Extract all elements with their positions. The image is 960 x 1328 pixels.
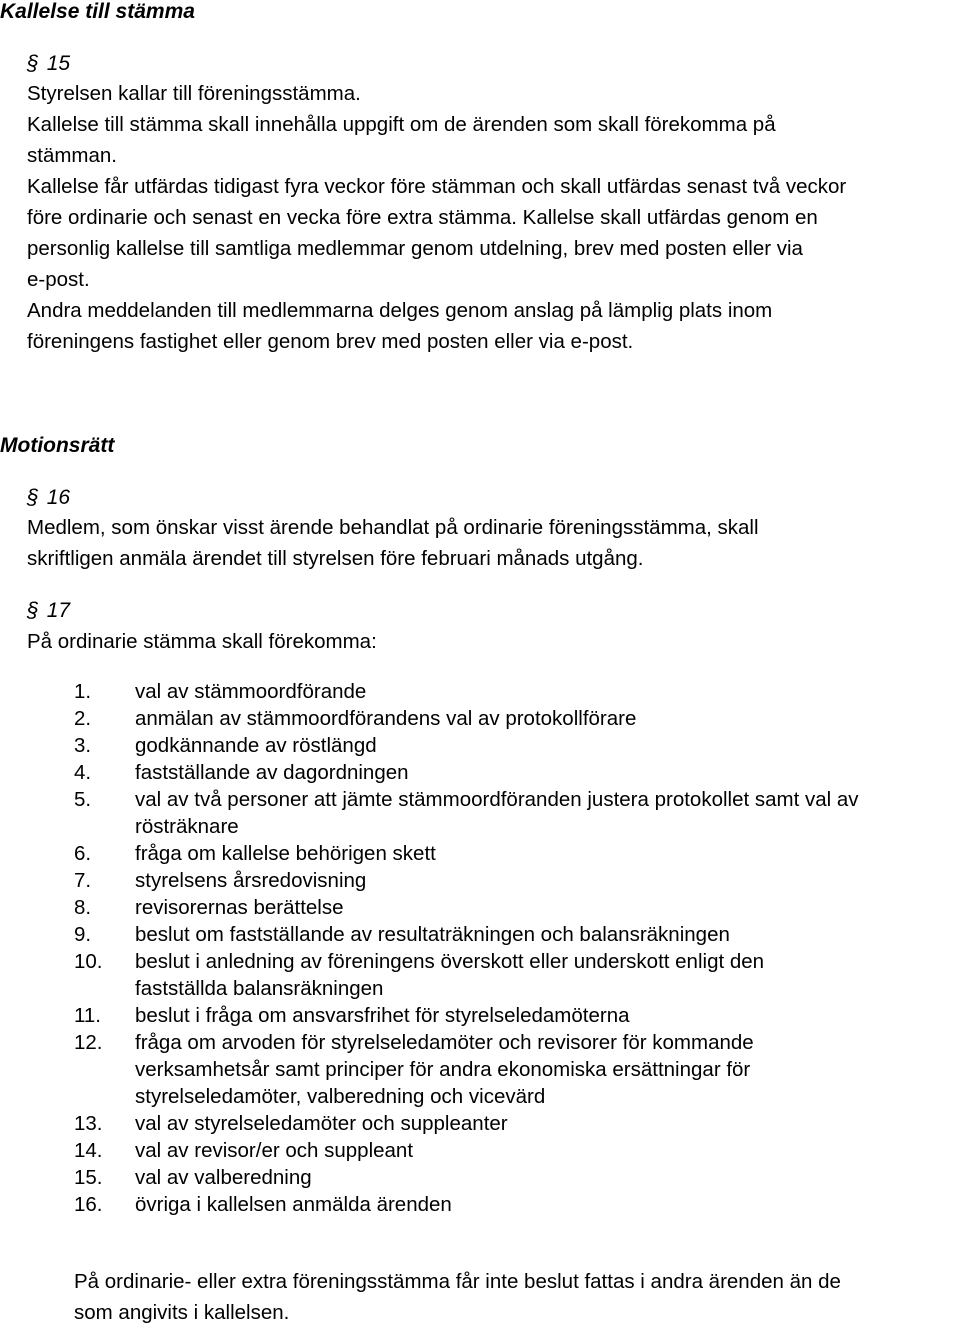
text-line: stämman.: [27, 144, 117, 167]
agenda-item-number: 12.: [74, 1031, 103, 1054]
paragraph-number: 16: [46, 486, 71, 509]
text-line: föreningens fastighet eller genom brev med posten eller via e-post.: [27, 330, 634, 353]
paragraph-marker-16: [27, 485, 70, 511]
text-line: e-post.: [27, 268, 90, 291]
agenda-item-number: 7.: [74, 869, 92, 892]
agenda-item-number: 9.: [74, 923, 92, 946]
agenda-item-text: val av stämmoordförande: [135, 680, 367, 703]
text-line: Medlem, som önskar visst ärende behandlat på ordinarie föreningsstämma, skall: [27, 516, 759, 539]
agenda-list: [74, 678, 954, 1218]
section-symbol: §: [27, 599, 39, 622]
agenda-item: [74, 678, 954, 705]
agenda-item-number: 11.: [74, 1004, 101, 1027]
agenda-item: [74, 705, 954, 732]
agenda-item-text: fråga om kallelse behörigen skett: [135, 842, 436, 865]
agenda-item: [74, 867, 954, 894]
agenda-item-text: styrelseledamöter, valberedning och vicevärd: [135, 1085, 546, 1108]
paragraph-17-intro: På ordinarie stämma skall förekomma:: [27, 630, 377, 653]
agenda-item: [74, 786, 954, 840]
agenda-item-text: verksamhetsår samt principer för andra ekonomiska ersättningar för: [135, 1058, 751, 1081]
text-line: Kallelse till stämma skall innehålla uppgift om de ärenden som skall förekomma på: [27, 113, 776, 136]
section-heading-motionsratt: Motionsrätt: [0, 434, 115, 457]
agenda-item-text: fråga om arvoden för styrelseledamöter och revisorer för kommande: [135, 1031, 754, 1054]
agenda-item: [74, 1164, 954, 1191]
agenda-item-number: 1.: [74, 680, 92, 703]
agenda-item-number: 13.: [74, 1112, 103, 1135]
text-line: På ordinarie- eller extra föreningsstämma får inte beslut fattas i andra ärenden än de: [74, 1270, 841, 1293]
text-line: personlig kallelse till samtliga medlemmar genom utdelning, brev med posten eller via: [27, 237, 803, 260]
agenda-item: [74, 1002, 954, 1029]
agenda-item-number: 3.: [74, 734, 92, 757]
section-symbol: §: [27, 52, 39, 75]
agenda-item-number: 2.: [74, 707, 92, 730]
agenda-item-number: 8.: [74, 896, 92, 919]
agenda-item-text: val av revisor/er och suppleant: [135, 1139, 414, 1162]
agenda-item-number: 15.: [74, 1166, 103, 1189]
agenda-item: [74, 894, 954, 921]
paragraph-15-text: [27, 78, 846, 357]
paragraph-number: 17: [46, 599, 71, 622]
paragraph-number: 15: [46, 52, 71, 75]
agenda-item: [74, 1191, 954, 1218]
agenda-item-number: 14.: [74, 1139, 103, 1162]
text-line: Styrelsen kallar till föreningsstämma.: [27, 82, 361, 105]
section-symbol: §: [27, 486, 39, 509]
agenda-item-text: beslut i anledning av föreningens överskott eller underskott enligt den: [135, 950, 765, 973]
closing-paragraph: [74, 1266, 841, 1328]
paragraph-16-text: [27, 512, 759, 574]
text-line: Kallelse får utfärdas tidigast fyra veckor före stämman och skall utfärdas senast två veckor: [27, 175, 847, 198]
agenda-item-text: styrelsens årsredovisning: [135, 869, 367, 892]
agenda-item: [74, 921, 954, 948]
agenda-item-text: godkännande av röstlängd: [135, 734, 377, 757]
agenda-item-text: fastställda balansräkningen: [135, 977, 384, 1000]
paragraph-marker-17: [27, 598, 70, 624]
agenda-item-text: beslut om fastställande av resultaträkningen och balansräkningen: [135, 923, 730, 946]
agenda-item-text: val av styrelseledamöter och suppleanter: [135, 1112, 508, 1135]
agenda-item-text: val av valberedning: [135, 1166, 312, 1189]
agenda-item-text: revisorernas berättelse: [135, 896, 344, 919]
text-line: före ordinarie och senast en vecka före extra stämma. Kallelse skall utfärdas genom en: [27, 206, 818, 229]
text-line: som angivits i kallelsen.: [74, 1301, 290, 1324]
agenda-item: [74, 840, 954, 867]
agenda-item-number: 4.: [74, 761, 92, 784]
agenda-item: [74, 1110, 954, 1137]
section-heading-kallelse: Kallelse till stämma: [0, 0, 195, 23]
agenda-item: [74, 759, 954, 786]
agenda-item: [74, 948, 954, 1002]
agenda-item: [74, 732, 954, 759]
agenda-item-number: 6.: [74, 842, 92, 865]
agenda-item-text: övriga i kallelsen anmälda ärenden: [135, 1193, 452, 1216]
agenda-item-text: fastställande av dagordningen: [135, 761, 409, 784]
agenda-item: [74, 1029, 954, 1110]
agenda-item-text: val av två personer att jämte stämmoordföranden justera protokollet samt val av: [135, 788, 859, 811]
text-line: Andra meddelanden till medlemmarna delges genom anslag på lämplig plats inom: [27, 299, 773, 322]
agenda-item: [74, 1137, 954, 1164]
agenda-item-number: 5.: [74, 788, 92, 811]
agenda-item-number: 16.: [74, 1193, 103, 1216]
paragraph-marker-15: [27, 51, 70, 77]
agenda-item-text: anmälan av stämmoordförandens val av protokollförare: [135, 707, 637, 730]
agenda-item-text: rösträknare: [135, 815, 239, 838]
text-line: skriftligen anmäla ärendet till styrelsen före februari månads utgång.: [27, 547, 644, 570]
agenda-item-number: 10.: [74, 950, 103, 973]
agenda-item-text: beslut i fråga om ansvarsfrihet för styrelseledamöterna: [135, 1004, 630, 1027]
